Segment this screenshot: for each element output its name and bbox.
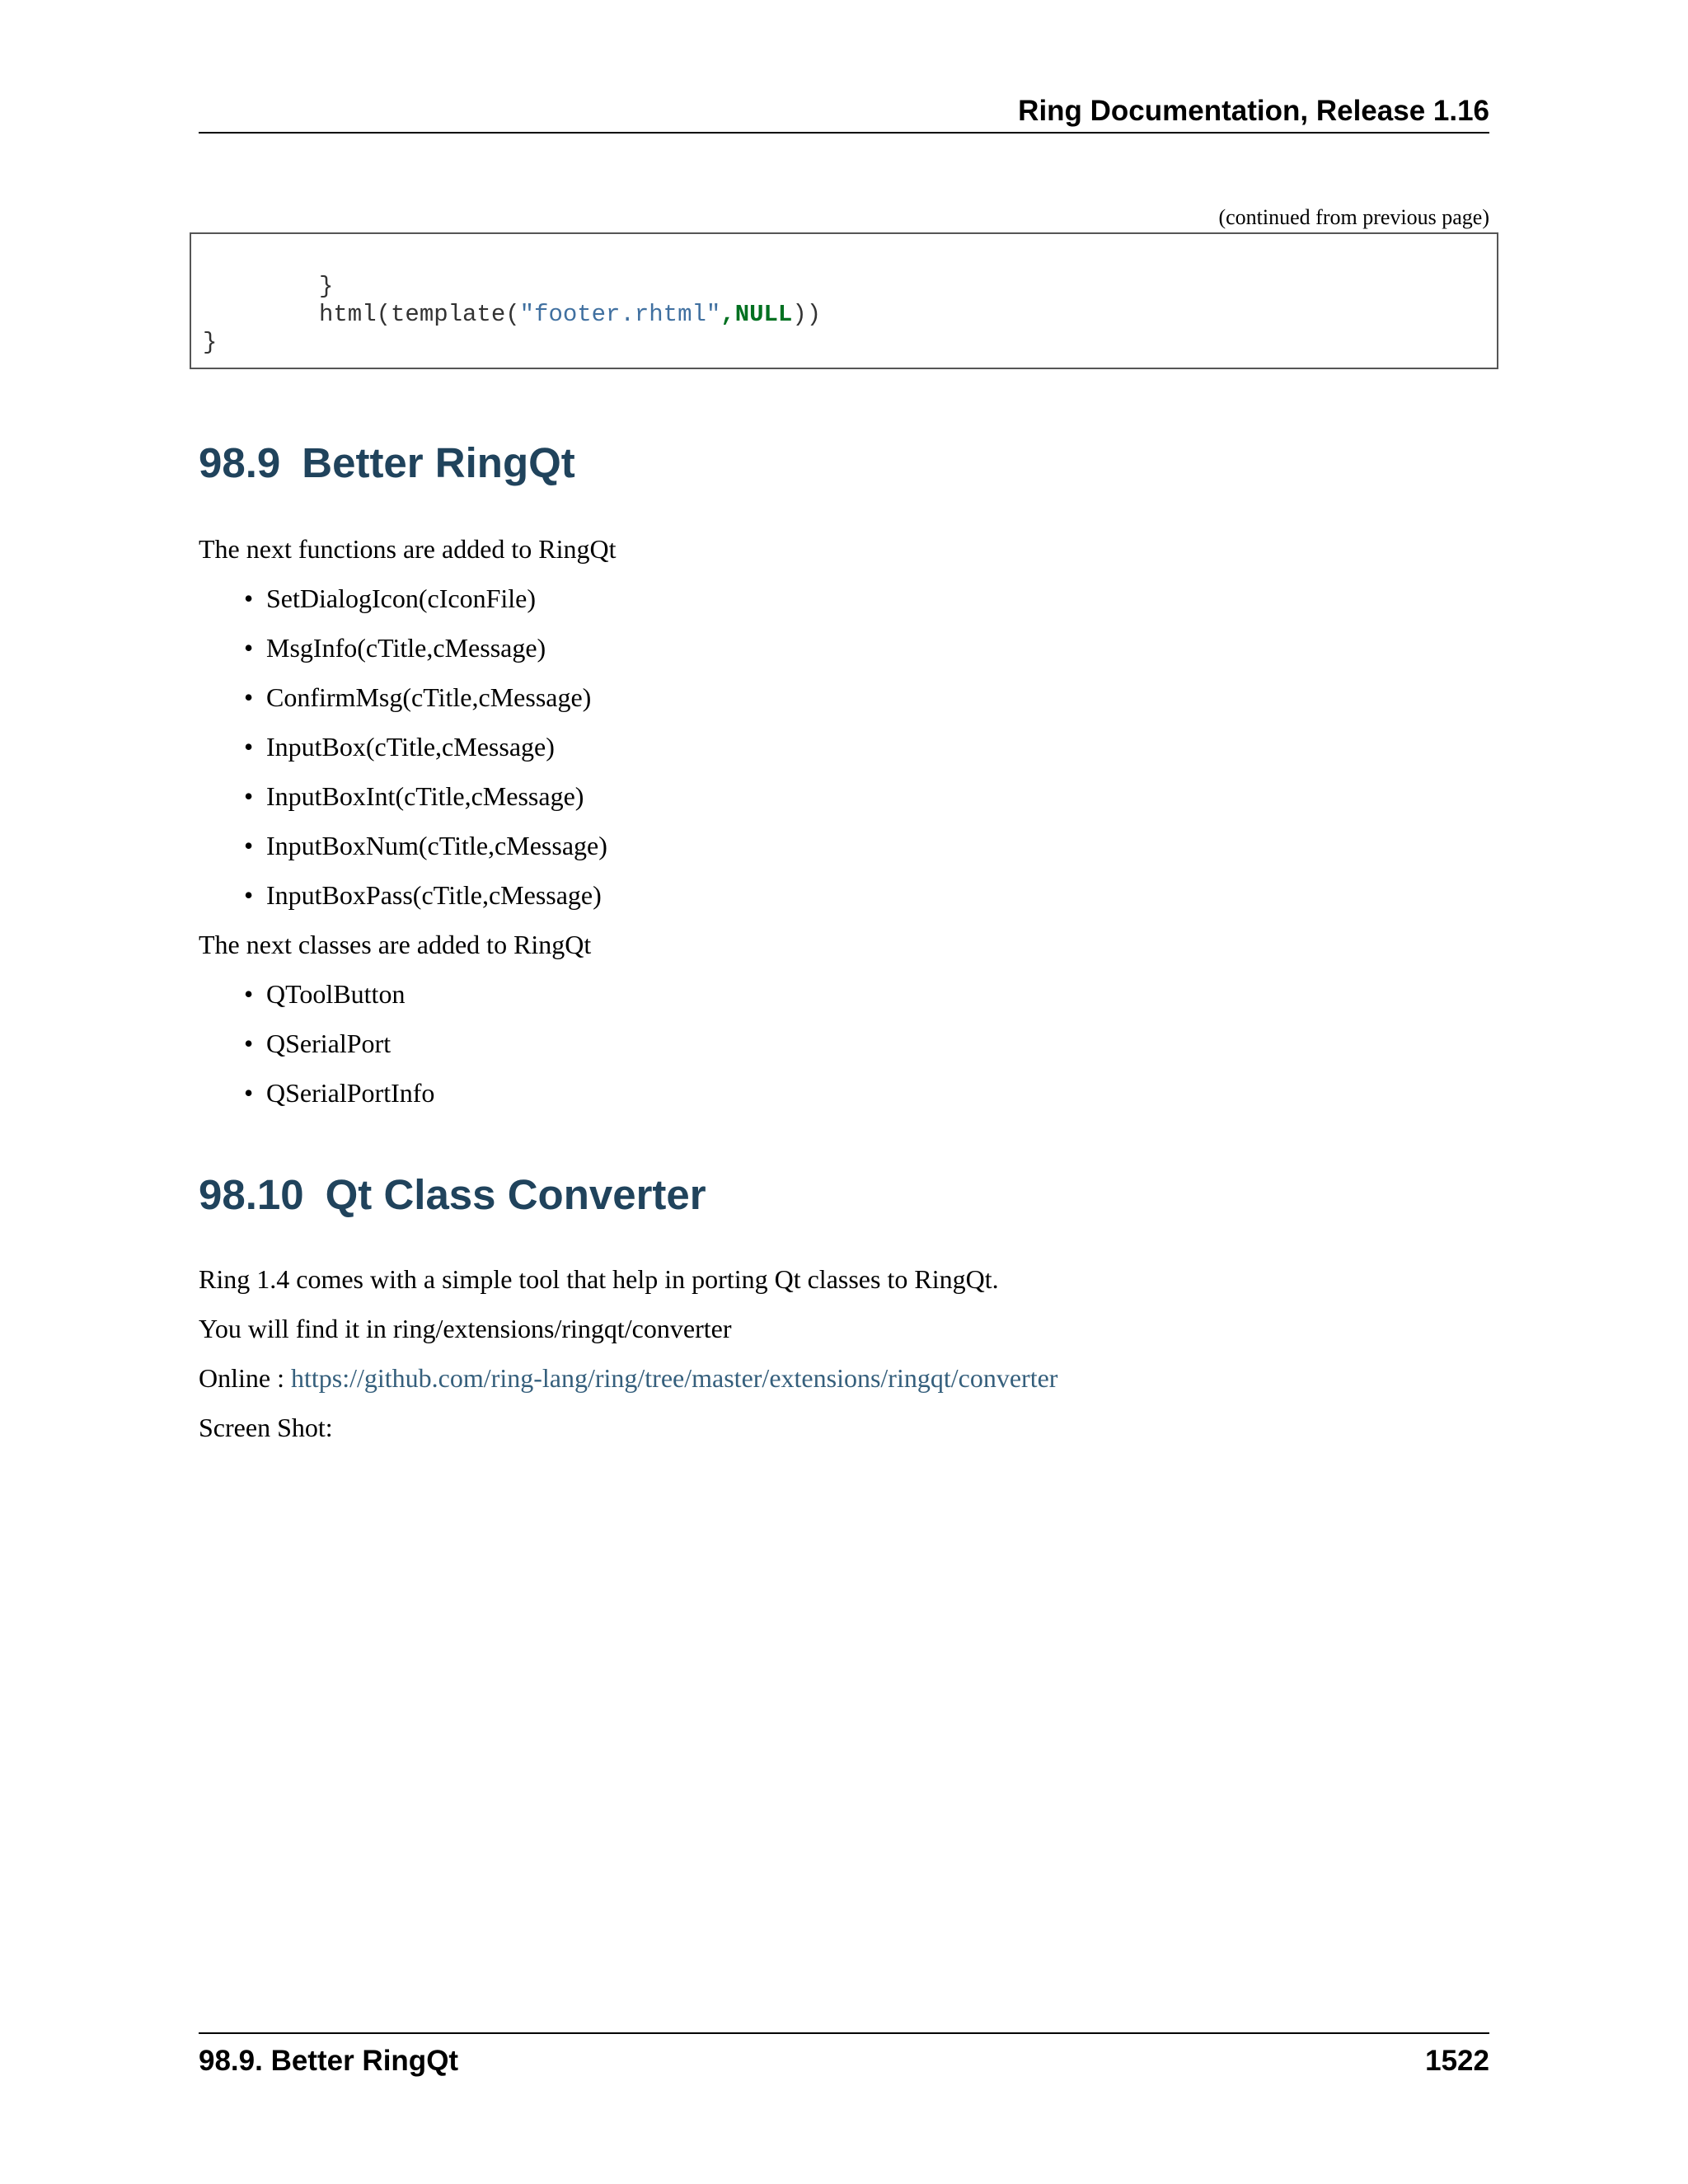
list-item-text: InputBox(cTitle,cMessage) bbox=[266, 732, 555, 762]
bullet: • bbox=[244, 732, 254, 762]
list-item-text: QSerialPort bbox=[266, 1029, 392, 1058]
paragraph: You will find it in ring/extensions/ringqt/converter bbox=[199, 1314, 732, 1343]
running-header bbox=[199, 91, 1489, 134]
code-line: } bbox=[203, 329, 218, 356]
functions-intro: The next functions are added to RingQt bbox=[199, 534, 617, 564]
section-heading bbox=[199, 437, 575, 490]
bullet: • bbox=[244, 880, 254, 910]
bullet: • bbox=[244, 979, 254, 1009]
section-number: 98.10 bbox=[199, 1171, 304, 1218]
list-item-text: QToolButton bbox=[266, 979, 406, 1009]
list-item-text: ConfirmMsg(cTitle,cMessage) bbox=[266, 682, 592, 712]
document-title: Ring Documentation, Release 1.16 bbox=[1018, 95, 1489, 127]
section-number: 98.9 bbox=[199, 439, 281, 486]
list-item-text: InputBoxPass(cTitle,cMessage) bbox=[266, 880, 602, 910]
functions-list bbox=[244, 582, 607, 928]
bullet: • bbox=[244, 781, 254, 811]
list-item bbox=[244, 879, 607, 928]
code-keyword: NULL bbox=[734, 301, 793, 328]
list-item-text: QSerialPortInfo bbox=[266, 1078, 435, 1108]
list-item bbox=[244, 977, 434, 1027]
list-item-text: MsgInfo(cTitle,cMessage) bbox=[266, 633, 546, 663]
code-call: html(template( bbox=[319, 301, 520, 328]
list-item bbox=[244, 730, 607, 780]
bullet: • bbox=[244, 831, 254, 860]
running-footer bbox=[199, 2032, 1489, 2083]
paragraph: Ring 1.4 comes with a simple tool that help in porting Qt classes to RingQt. bbox=[199, 1264, 999, 1294]
list-item bbox=[244, 780, 607, 829]
list-item bbox=[244, 582, 607, 631]
code-close: )) bbox=[792, 301, 822, 328]
list-item bbox=[244, 681, 607, 730]
section-title: Qt Class Converter bbox=[325, 1171, 706, 1218]
list-item-text: InputBoxNum(cTitle,cMessage) bbox=[266, 831, 607, 860]
online-paragraph bbox=[199, 1361, 1057, 1394]
code-block bbox=[190, 232, 1498, 369]
code-comma: , bbox=[720, 301, 735, 328]
bullet: • bbox=[244, 583, 254, 613]
converter-link[interactable]: https://github.com/ring-lang/ring/tree/master/extensions/ringqt/converter bbox=[290, 1363, 1058, 1393]
list-item-text: SetDialogIcon(cIconFile) bbox=[266, 583, 536, 613]
screenshot-label: Screen Shot: bbox=[199, 1413, 333, 1442]
bullet: • bbox=[244, 682, 254, 712]
classes-intro: The next classes are added to RingQt bbox=[199, 930, 592, 959]
bullet: • bbox=[244, 1029, 254, 1058]
code-string: "footer.rhtml" bbox=[519, 301, 721, 328]
code-line bbox=[319, 300, 821, 330]
list-item-text: InputBoxInt(cTitle,cMessage) bbox=[266, 781, 584, 811]
bullet: • bbox=[244, 1078, 254, 1108]
list-item bbox=[244, 631, 607, 681]
online-label: Online : bbox=[199, 1363, 291, 1393]
bullet: • bbox=[244, 633, 254, 663]
continued-caption: (continued from previous page) bbox=[1218, 205, 1489, 229]
footer-section: 98.9. Better RingQt bbox=[199, 2045, 459, 2077]
list-item bbox=[244, 1027, 434, 1076]
section-title: Better RingQt bbox=[302, 439, 575, 486]
classes-list bbox=[244, 977, 434, 1126]
code-line: } bbox=[319, 273, 334, 300]
page-number: 1522 bbox=[1425, 2045, 1489, 2077]
list-item bbox=[244, 829, 607, 879]
list-item bbox=[244, 1076, 434, 1126]
section-heading bbox=[199, 1169, 706, 1221]
